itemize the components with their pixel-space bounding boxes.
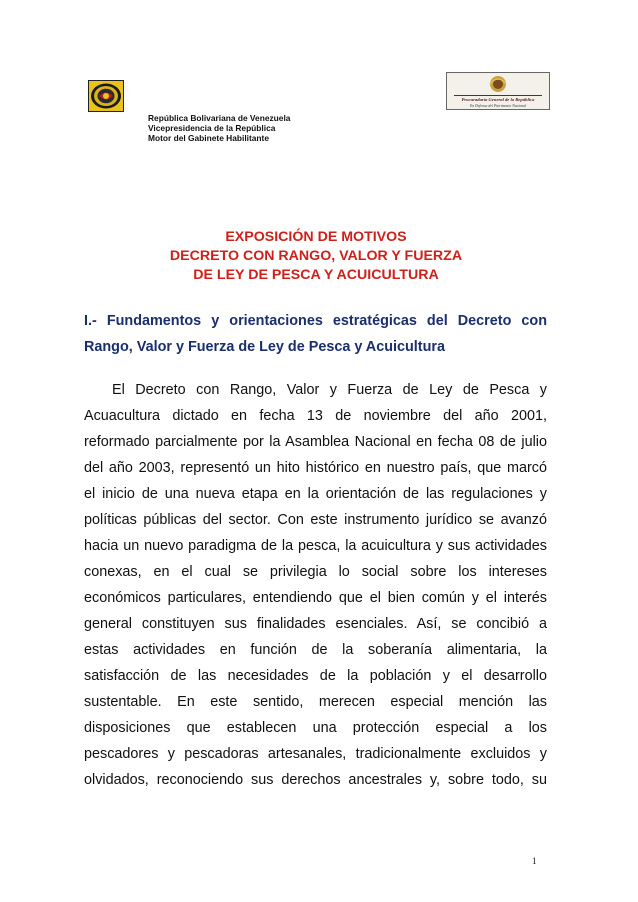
body-line: Acuacultura dictado en fecha 13 de noviembre del año 2001, — [84, 408, 547, 424]
page-number: 1 — [532, 856, 537, 866]
body-line: El Decreto con Rango, Valor y Fuerza de Ley de Pesca y — [112, 382, 547, 398]
body-line: satisfacción de las necesidades de la población y el desarrollo — [84, 668, 547, 684]
government-header — [148, 113, 290, 144]
gov-line-vicepresidency: Vicepresidencia de la República — [148, 123, 276, 134]
body-line: reformado parcialmente por la Asamblea Nacional en fecha 08 de julio — [84, 434, 547, 450]
body-line: del año 2003, representó un hito histórico en nuestro país, que marcó — [84, 460, 547, 476]
body-line: económicos particulares, entendiendo que el bien común y el interés — [84, 590, 547, 606]
body-line: conexas, en el cual se privilegia lo social sobre los intereses — [84, 564, 547, 580]
body-line: pescadores y pescadoras artesanales, tradicionalmente excluidos y — [84, 746, 547, 762]
section-line-1: I.- Fundamentos y orientaciones estratégicas del Decreto con — [84, 313, 547, 329]
body-line: sustentable. En este sentido, merecen especial mención las — [84, 694, 547, 710]
document-title — [84, 228, 548, 285]
title-line-3: DE LEY DE PESCA Y ACUICULTURA — [193, 267, 439, 283]
body-line: general constituyen sus finalidades esenciales. Así, se concibió a — [84, 616, 547, 632]
body-line: hacia un nuevo paradigma de la pesca, la acuicultura y sus actividades — [84, 538, 547, 554]
title-line-2: DECRETO CON RANGO, VALOR Y FUERZA — [169, 248, 463, 264]
body-line: disposiciones que establecen una protección especial a los — [84, 720, 547, 736]
body-line: políticas públicas del sector. Con este instrumento jurídico se avanzó — [84, 512, 547, 528]
procuraduria-logo — [446, 72, 550, 110]
gov-line-cabinet: Motor del Gabinete Habilitante — [148, 133, 269, 144]
body-paragraph — [84, 377, 547, 793]
logo-right-line-1: Procuraduría General de la República — [461, 97, 535, 102]
body-line: olvidados, reconociendo sus derechos ancestrales y, sobre todo, su — [84, 772, 547, 788]
title-line-1: EXPOSICIÓN DE MOTIVOS — [225, 229, 407, 245]
section-heading — [84, 308, 547, 360]
logo-right-line-2: En Defensa del Patrimonio Nacional — [469, 104, 527, 108]
body-line: el inicio de una nueva etapa en la orientación de las regulaciones y — [84, 486, 547, 502]
venezuela-emblem-logo — [88, 80, 124, 112]
section-line-2: Rango, Valor y Fuerza de Ley de Pesca y Acuicultura — [84, 339, 445, 355]
body-line: estas actividades en función de la soberanía alimentaria, la — [84, 642, 547, 658]
gov-line-republic: República Bolivariana de Venezuela — [148, 113, 291, 123]
